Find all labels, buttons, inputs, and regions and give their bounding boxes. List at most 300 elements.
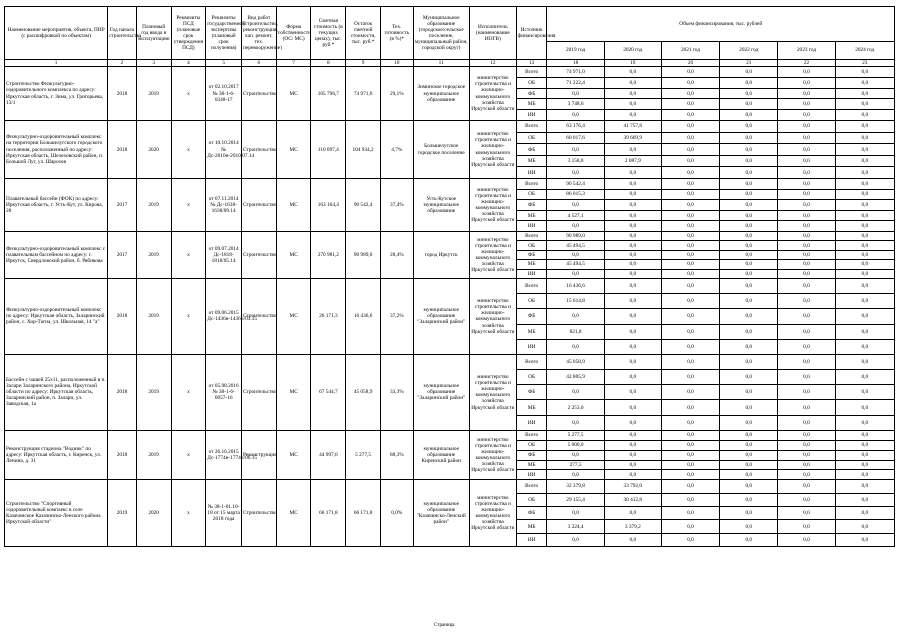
funding-source: ОБ: [516, 77, 547, 88]
header-year: 2021 год: [661, 42, 719, 60]
project-name: Строительство Физкультурно-оздоровительного комплекса по адресу: Иркутская область, г. Зима, ул. Григорьева, 13/1: [5, 67, 108, 121]
funding-value: 0,0: [604, 144, 661, 156]
funding-value: 0,0: [720, 493, 778, 506]
funding-value: 0,0: [835, 144, 894, 156]
funding-value: 0,0: [835, 430, 894, 440]
ownership: МС: [276, 67, 311, 121]
project-name: Реконструкция стадиона "Водник" по адресу: Иркутская область, г. Киренск, ул. Ленина, д. 31: [5, 430, 108, 479]
funding-value: 0,0: [547, 88, 604, 99]
column-number: 20: [661, 60, 719, 67]
funding-value: 0,0: [778, 309, 835, 324]
funding-value: 0,0: [604, 260, 661, 269]
funding-value: 0,0: [720, 324, 778, 339]
funding-source: Всего: [516, 67, 547, 78]
psd-details: х: [171, 430, 206, 479]
funding-value: 0,0: [661, 250, 719, 259]
funding-source: ИИ: [516, 167, 547, 179]
funding-value: 0,0: [835, 167, 894, 179]
funding-value: 0,0: [604, 507, 661, 520]
header-work-type: Вид работ (строительство, реконструкция, кап. ремонт, тех. перевооружение): [242, 7, 277, 60]
funding-value: 0,0: [835, 155, 894, 167]
funding-value: 0,0: [778, 450, 835, 460]
funding-value: 0,0: [835, 200, 894, 211]
readiness: 0,0%: [380, 480, 413, 547]
funding-value: 0,0: [547, 470, 604, 480]
header-readiness: Тех. готовность (в %)*: [380, 7, 413, 60]
column-number: 2: [108, 60, 137, 67]
funding-value: 0,0: [720, 520, 778, 533]
expertise-details: от 05.08.2016 № 38-1-6-0057-16: [206, 354, 242, 430]
readiness: 37,4%: [380, 179, 413, 232]
municipality: Усть-Кутское муниципальное образование: [413, 179, 469, 232]
funding-value: 0,0: [720, 155, 778, 167]
funding-value: 0,0: [835, 77, 894, 88]
funding-value: 0,0: [604, 415, 661, 430]
executor: министерство строительства и жилищно-коммунального хозяйства Иркутской области: [469, 430, 516, 479]
funding-value: 0,0: [835, 278, 894, 293]
column-number: 12: [469, 60, 516, 67]
funding-value: 0,0: [547, 144, 604, 156]
funding-value: 0,0: [835, 250, 894, 259]
funding-source: МБ: [516, 260, 547, 269]
funding-value: 0,0: [778, 440, 835, 450]
funding-value: 0,0: [661, 278, 719, 293]
header-source: Источник финансирования: [516, 7, 547, 60]
funding-value: 0,0: [661, 294, 719, 309]
column-number: 3: [136, 60, 171, 67]
funding-value: 0,0: [778, 415, 835, 430]
funding-value: 60 017,6: [547, 132, 604, 144]
funding-value: 0,0: [720, 460, 778, 470]
funding-value: 90 542,4: [547, 179, 604, 190]
municipality: муниципальное образование "Казачинско-Ленский район": [413, 480, 469, 547]
funding-value: 41 757,8: [604, 121, 661, 133]
funding-value: 0,0: [547, 269, 604, 278]
funding-value: 0,0: [661, 167, 719, 179]
ownership: МС: [276, 354, 311, 430]
funding-value: 0,0: [778, 533, 835, 546]
funding-value: 0,0: [604, 250, 661, 259]
ownership: МС: [276, 430, 311, 479]
funding-source: МБ: [516, 460, 547, 470]
funding-value: 0,0: [835, 179, 894, 190]
remaining-cost: 66 171,8: [346, 480, 381, 547]
funding-value: 0,0: [661, 309, 719, 324]
expertise-details: от 26.10.2015 Дс-1774н-1774н/06.15: [206, 430, 242, 479]
start-year: 2017: [108, 179, 137, 232]
header-year: 2019 год: [547, 42, 604, 60]
funding-value: 0,0: [720, 241, 778, 250]
table-row: [5, 121, 895, 133]
executor: министерство строительства и жилищно-коммунального хозяйства Иркутской области: [469, 67, 516, 121]
funding-value: 0,0: [547, 339, 604, 354]
funding-value: 0,0: [604, 450, 661, 460]
funding-value: 0,0: [720, 189, 778, 200]
funding-value: 0,0: [778, 520, 835, 533]
funding-source: ФБ: [516, 309, 547, 324]
column-number: 23: [835, 60, 894, 67]
funding-value: 0,0: [720, 167, 778, 179]
funding-value: 15 614,8: [547, 294, 604, 309]
funding-value: 0,0: [778, 470, 835, 480]
funding-value: 0,0: [835, 493, 894, 506]
funding-value: 0,0: [778, 167, 835, 179]
end-year: 2020: [136, 480, 171, 547]
funding-value: 0,0: [547, 167, 604, 179]
funding-value: 0,0: [661, 210, 719, 221]
funding-value: 0,0: [778, 480, 835, 493]
funding-value: 0,0: [835, 210, 894, 221]
funding-value: 0,0: [778, 507, 835, 520]
funding-value: 0,0: [778, 121, 835, 133]
funding-value: 0,0: [661, 480, 719, 493]
executor: министерство строительства и жилищно-коммунального хозяйства Иркутской области: [469, 354, 516, 430]
end-year: 2019: [136, 354, 171, 430]
funding-value: 0,0: [547, 507, 604, 520]
work-type: Строительство: [242, 480, 277, 547]
ownership: МС: [276, 480, 311, 547]
funding-value: 0,0: [661, 241, 719, 250]
estimated-cost: 110 097,4: [311, 121, 346, 179]
funding-value: 0,0: [778, 232, 835, 241]
funding-value: 0,0: [720, 309, 778, 324]
funding-value: 0,0: [604, 77, 661, 88]
funding-value: 0,0: [778, 221, 835, 232]
funding-value: 42 805,9: [547, 370, 604, 385]
column-number: 21: [720, 60, 778, 67]
funding-value: 0,0: [604, 460, 661, 470]
funding-value: 0,0: [835, 241, 894, 250]
funding-source: ОБ: [516, 493, 547, 506]
end-year: 2019: [136, 278, 171, 354]
end-year: 2019: [136, 179, 171, 232]
start-year: 2018: [108, 430, 137, 479]
work-type: Строительство: [242, 121, 277, 179]
funding-value: 0,0: [661, 269, 719, 278]
funding-value: 0,0: [835, 400, 894, 415]
funding-value: 0,0: [835, 121, 894, 133]
funding-value: 0,0: [835, 480, 894, 493]
header-remaining: Остаток сметной стоимости, тыс. руб.*: [346, 7, 381, 60]
funding-value: 3 748,6: [547, 99, 604, 110]
funding-value: 0,0: [661, 110, 719, 121]
funding-value: 0,0: [778, 493, 835, 506]
funding-value: 0,0: [835, 324, 894, 339]
funding-value: 0,0: [604, 88, 661, 99]
funding-value: 0,0: [778, 324, 835, 339]
funding-source: ФБ: [516, 250, 547, 259]
funding-value: 0,0: [661, 99, 719, 110]
estimated-cost: 67 544,7: [311, 354, 346, 430]
funding-value: 0,0: [778, 99, 835, 110]
funding-value: 0,0: [720, 88, 778, 99]
funding-value: 0,0: [604, 324, 661, 339]
end-year: 2019: [136, 430, 171, 479]
funding-value: 45 058,9: [547, 354, 604, 369]
funding-value: 0,0: [720, 415, 778, 430]
funding-source: МБ: [516, 324, 547, 339]
funding-value: 0,0: [778, 354, 835, 369]
header-year: 2022 год: [720, 42, 778, 60]
column-number: 4: [171, 60, 206, 67]
funding-source: ИИ: [516, 221, 547, 232]
project-name: Физкультурно-оздоровительный комплекс на территории Большелугского городского поселения, расположенный по адресу: Иркутская область, Шелеховский район, п. Большой Луг, ул. Шарохов: [5, 121, 108, 179]
funding-value: 0,0: [720, 221, 778, 232]
funding-value: 0,0: [661, 189, 719, 200]
funding-value: 0,0: [720, 77, 778, 88]
funding-value: 0,0: [604, 241, 661, 250]
funding-value: 0,0: [720, 110, 778, 121]
funding-source: Всего: [516, 121, 547, 133]
funding-value: 0,0: [720, 144, 778, 156]
funding-value: 0,0: [778, 200, 835, 211]
expertise-details: от 07.11.2014 № Дс-1638-1638/09.14: [206, 179, 242, 232]
work-type: Строительство: [242, 67, 277, 121]
funding-source: МБ: [516, 155, 547, 167]
header-name: Наименование мероприятия, объекта, ПИР (с расшифровкой по объектам): [5, 7, 108, 60]
column-number: 9: [346, 60, 381, 67]
column-number: 7: [276, 60, 311, 67]
funding-value: 0,0: [604, 385, 661, 400]
funding-value: 0,0: [778, 294, 835, 309]
funding-source: ИИ: [516, 110, 547, 121]
funding-value: 0,0: [835, 385, 894, 400]
funding-value: 0,0: [604, 99, 661, 110]
project-name: Бассейн с чашей 25х11, расположенный в п. Залари Заларинского района, Иркутской области по адресу: Иркутская область, Заларинский район, п. Залари, ул. Заводская, 1а: [5, 354, 108, 430]
funding-value: 0,0: [720, 294, 778, 309]
funding-value: 821,8: [547, 324, 604, 339]
funding-value: 5 277,5: [547, 430, 604, 440]
funding-value: 0,0: [604, 354, 661, 369]
funding-value: 0,0: [835, 99, 894, 110]
funding-value: 0,0: [778, 210, 835, 221]
start-year: 2017: [108, 232, 137, 279]
funding-value: 0,0: [720, 260, 778, 269]
funding-value: 71 222,4: [547, 77, 604, 88]
readiness: 33,3%: [380, 354, 413, 430]
header-end-year: Плановый год ввода в эксплуатацию: [136, 7, 171, 60]
funding-value: 277,5: [547, 460, 604, 470]
project-name: Строительство "Спортивный оздоровительный комплекс в селе Казачинское Казачинско-Ленского района Иркутской области": [5, 480, 108, 547]
funding-value: 0,0: [661, 179, 719, 190]
funding-value: 0,0: [835, 88, 894, 99]
header-year: 2024 год: [835, 42, 894, 60]
funding-value: 45 494,5: [547, 260, 604, 269]
readiness: 37,2%: [380, 278, 413, 354]
funding-value: 0,0: [720, 450, 778, 460]
funding-value: 0,0: [661, 132, 719, 144]
funding-value: 0,0: [835, 309, 894, 324]
funding-value: 0,0: [604, 278, 661, 293]
funding-value: 0,0: [720, 339, 778, 354]
funding-value: 0,0: [604, 370, 661, 385]
funding-source: МБ: [516, 400, 547, 415]
funding-source: ОБ: [516, 241, 547, 250]
funding-value: 0,0: [661, 144, 719, 156]
remaining-cost: 5 277,5: [346, 430, 381, 479]
funding-source: Всего: [516, 480, 547, 493]
funding-value: 0,0: [661, 232, 719, 241]
estimated-cost: 270 981,2: [311, 232, 346, 279]
funding-value: 0,0: [547, 450, 604, 460]
funding-value: 33 792,0: [604, 480, 661, 493]
municipality: муниципальное образование "Заларинский район": [413, 354, 469, 430]
expertise-details: № 38-1-01.10-18 от 15 марта 2018 года: [206, 480, 242, 547]
work-type: Строительство: [242, 278, 277, 354]
remaining-cost: 16 436,6: [346, 278, 381, 354]
project-name: Физкультурно-оздоровительный комплекс с плавательным бассейном по адресу: г. Иркутск, Свердловский район, б. Рябикова: [5, 232, 108, 279]
funding-value: 0,0: [661, 260, 719, 269]
funding-value: 0,0: [835, 132, 894, 144]
funding-source: МБ: [516, 210, 547, 221]
ownership: МС: [276, 179, 311, 232]
table-row: [5, 278, 895, 293]
psd-details: х: [171, 278, 206, 354]
readiness: 88,3%: [380, 430, 413, 479]
funding-value: 0,0: [835, 440, 894, 450]
funding-value: 0,0: [778, 88, 835, 99]
funding-value: 0,0: [778, 400, 835, 415]
table-row: [5, 179, 895, 190]
funding-value: 0,0: [835, 470, 894, 480]
funding-value: 0,0: [835, 520, 894, 533]
funding-value: 0,0: [661, 430, 719, 440]
funding-source: ФБ: [516, 450, 547, 460]
header-start-year: Год начала строительства: [108, 7, 137, 60]
funding-value: 0,0: [661, 324, 719, 339]
funding-value: 0,0: [604, 232, 661, 241]
funding-value: 0,0: [778, 132, 835, 144]
expertise-details: от 02.10.2017 № 38-1-6-0348-17: [206, 67, 242, 121]
municipality: муниципальное образование "Заларинский район": [413, 278, 469, 354]
funding-value: 0,0: [835, 450, 894, 460]
funding-value: 0,0: [547, 221, 604, 232]
funding-value: 0,0: [720, 440, 778, 450]
funding-value: 0,0: [835, 260, 894, 269]
funding-value: 0,0: [661, 200, 719, 211]
funding-value: 0,0: [604, 339, 661, 354]
funding-source: ФБ: [516, 507, 547, 520]
funding-value: 0,0: [778, 260, 835, 269]
project-name: Физкультурно-оздоровительный комплекс по адресу: Иркутская область, Заларинский район, с. Хор-Тагна, ул. Школьная, 14 "а": [5, 278, 108, 354]
page-mark: Страница: [434, 623, 455, 628]
funding-value: 0,0: [835, 269, 894, 278]
funding-source: ОБ: [516, 440, 547, 450]
column-number: 11: [413, 60, 469, 67]
funding-value: 0,0: [604, 309, 661, 324]
column-number: 10: [380, 60, 413, 67]
work-type: Строительство: [242, 354, 277, 430]
funding-value: 0,0: [720, 67, 778, 78]
funding-value: 0,0: [835, 507, 894, 520]
table-row: [5, 480, 895, 493]
funding-source: ФБ: [516, 88, 547, 99]
funding-value: 0,0: [661, 533, 719, 546]
table-row: [5, 67, 895, 78]
header-cost: Сметная стоимость (в текущих ценах), тыс. руб.*: [311, 7, 346, 60]
funding-value: 90 989,0: [547, 232, 604, 241]
funding-value: 0,0: [661, 155, 719, 167]
funding-value: 0,0: [778, 339, 835, 354]
funding-value: 5 000,0: [547, 440, 604, 450]
municipality: Большелугское городское поселение: [413, 121, 469, 179]
funding-source: ИИ: [516, 339, 547, 354]
executor: министерство строительства и жилищно-коммунального хозяйства Иркутской области: [469, 480, 516, 547]
funding-value: 0,0: [778, 189, 835, 200]
table-row: [5, 354, 895, 369]
estimated-cost: 163 164,4: [311, 179, 346, 232]
funding-value: 30 412,8: [604, 493, 661, 506]
executor: министерство строительства и жилищно-коммунального хозяйства Иркутской области: [469, 232, 516, 279]
funding-value: 3 158,8: [547, 155, 604, 167]
funding-value: 0,0: [604, 110, 661, 121]
municipality: Зиминское городское муниципальное образование: [413, 67, 469, 121]
header-expertise: Реквизиты государственной экспертизы (плановый срок получения): [206, 7, 242, 60]
funding-value: 0,0: [720, 470, 778, 480]
funding-value: 0,0: [778, 179, 835, 190]
funding-value: 0,0: [835, 294, 894, 309]
funding-source: ОБ: [516, 294, 547, 309]
funding-value: 0,0: [720, 200, 778, 211]
column-number: 8: [311, 60, 346, 67]
work-type: Строительство: [242, 179, 277, 232]
funding-value: 4 527,1: [547, 210, 604, 221]
column-number: 13: [516, 60, 547, 67]
funding-value: 0,0: [720, 121, 778, 133]
psd-details: х: [171, 179, 206, 232]
psd-details: х: [171, 480, 206, 547]
funding-value: 45 494,5: [547, 241, 604, 250]
readiness: 28,4%: [380, 232, 413, 279]
header-municipality: Муниципальное образование (городское/сельское поселение, муниципальный район, городской округ): [413, 7, 469, 60]
funding-value: 2 253,0: [547, 400, 604, 415]
funding-value: 0,0: [835, 189, 894, 200]
funding-value: 0,0: [835, 370, 894, 385]
funding-value: 0,0: [778, 269, 835, 278]
funding-source: ФБ: [516, 385, 547, 400]
funding-source: ОБ: [516, 370, 547, 385]
funding-source: ФБ: [516, 200, 547, 211]
funding-value: 0,0: [720, 533, 778, 546]
column-number: 19: [604, 60, 661, 67]
funding-value: 0,0: [720, 179, 778, 190]
start-year: 2018: [108, 354, 137, 430]
funding-value: 0,0: [661, 470, 719, 480]
funding-value: 0,0: [604, 269, 661, 278]
funding-value: 0,0: [661, 77, 719, 88]
start-year: 2018: [108, 121, 137, 179]
funding-value: 0,0: [661, 400, 719, 415]
funding-value: 0,0: [547, 415, 604, 430]
funding-value: 29 155,4: [547, 493, 604, 506]
funding-value: 0,0: [661, 354, 719, 369]
funding-value: 3 224,4: [547, 520, 604, 533]
municipality: город Иркутск: [413, 232, 469, 279]
funding-value: 0,0: [661, 460, 719, 470]
start-year: 2018: [108, 67, 137, 121]
funding-value: 0,0: [835, 415, 894, 430]
header-executor: Исполнитель (наименование ИОГВ): [469, 7, 516, 60]
work-type: Реконструкция: [242, 430, 277, 479]
executor: министерство строительства и жилищно-коммунального хозяйства Иркутской области: [469, 278, 516, 354]
funding-source: Всего: [516, 354, 547, 369]
funding-value: 0,0: [778, 155, 835, 167]
funding-source: Всего: [516, 179, 547, 190]
funding-value: 0,0: [547, 110, 604, 121]
funding-value: 32 379,8: [547, 480, 604, 493]
remaining-cost: 45 058,9: [346, 354, 381, 430]
funding-value: 0,0: [835, 533, 894, 546]
